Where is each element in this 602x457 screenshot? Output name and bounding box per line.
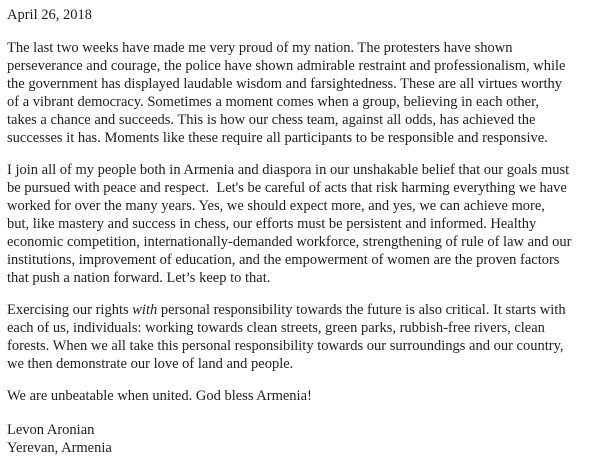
text-line: economic competition, internationally-demanded workforce, strengthening of rule of law and our: [7, 234, 572, 250]
text-line: we then demonstrate our love of land and people.: [7, 356, 294, 372]
text-segment: personal responsibility towards the future is also critical. It starts with: [157, 302, 566, 318]
text-line: be pursued with peace and respect. Let's be careful of acts that risk harming everything we have: [7, 180, 567, 196]
italic-text: with: [132, 302, 158, 318]
text-line: worked for over the many years. Yes, we should expect more, and yes, we can achieve more,: [7, 198, 545, 214]
text-line: perseverance and courage, the police have shown admirable restraint and professionalism, while: [7, 58, 566, 74]
text-line: takes a chance and succeeds. This is how our chess team, against all odds, has achieved the: [7, 112, 536, 128]
paragraph-2: [7, 161, 598, 287]
text-line: institutions, improvement of education, and the empowerment of women are the proven factors: [7, 252, 560, 268]
text-line: successes it has. Moments like these require all participants to be responsible and responsive.: [7, 130, 548, 146]
text-line: [7, 301, 598, 319]
text-line: of a vibrant democracy. Sometimes a moment comes when a group, believing in each other,: [7, 94, 539, 110]
signature-name: Levon Aronian: [7, 422, 95, 438]
text-line: the government has displayed laudable wisdom and farsightedness. These are all virtues worthy: [7, 76, 563, 92]
paragraph-1: [7, 39, 598, 147]
signature-location: Yerevan, Armenia: [7, 440, 112, 456]
text-segment: Exercising our rights: [7, 302, 133, 318]
text-line: I join all of my people both in Armenia and diaspora in our unshakable belief that our goals must: [7, 162, 570, 178]
paragraph-3: [7, 301, 598, 373]
letter-date: April 26, 2018: [7, 7, 92, 23]
text-line: We are unbeatable when united. God bless Armenia!: [7, 388, 312, 404]
text-line: that push a nation forward. Let’s keep to that.: [7, 270, 271, 286]
text-line: but, like mastery and success in chess, our efforts must be persistent and informed. Healthy: [7, 216, 537, 232]
text-line: forests. When we all take this personal responsibility towards our surroundings and our country,: [7, 338, 564, 354]
text-line: The last two weeks have made me very proud of my nation. The protesters have shown: [7, 40, 513, 56]
paragraph-4: [7, 387, 598, 405]
text-line: each of us, individuals: working towards clean streets, green parks, rubbish-free rivers, clean: [7, 320, 545, 336]
